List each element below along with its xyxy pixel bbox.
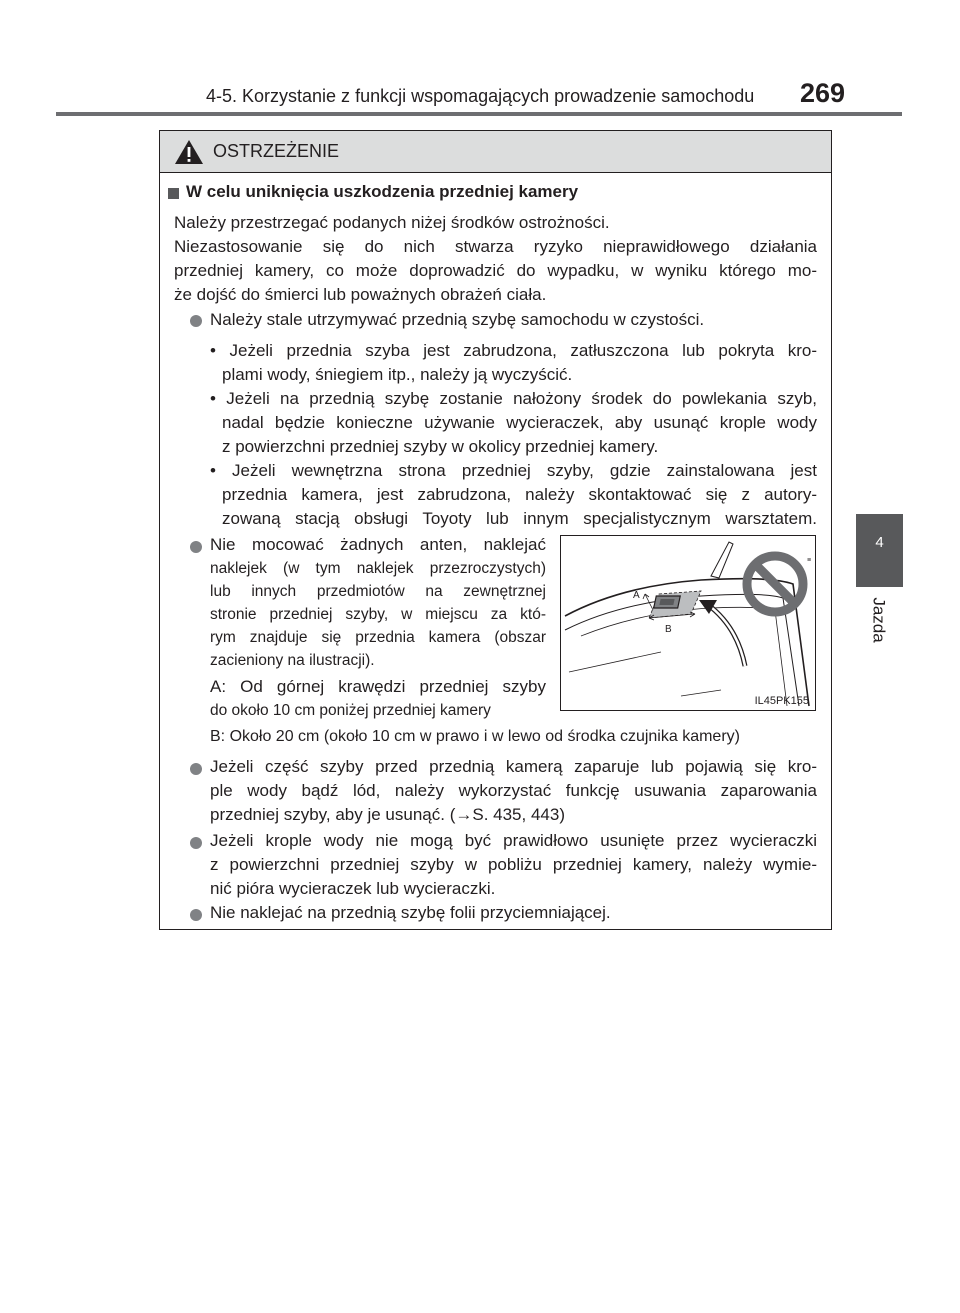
item-4-line: nić pióra wycieraczek lub wycieraczki.: [210, 879, 496, 898]
label-a-line: A: Od górnej krawędzi przedniej szyby: [210, 677, 546, 696]
bullet-dot-icon: [190, 315, 202, 327]
chapter-number: 4: [875, 534, 884, 551]
intro-line: Należy przestrzegać podanych niżej środków ostrożności.: [174, 213, 610, 232]
chapter-label-text: Jazda: [870, 597, 889, 643]
item-1-sub-1: [210, 339, 817, 387]
section-title: 4-5. Korzystanie z funkcji wspomagających prowadzenie samochodu: [206, 86, 755, 106]
item-1-sub-3: [210, 459, 817, 531]
prohibited-icon: [747, 556, 803, 612]
sub-line: • Jeżeli wewnętrzna strona przedniej szyby, gdzie zainstalowana jest: [210, 461, 817, 480]
item-2-line: lub innych przedmiotów na zewnętrznej: [210, 583, 546, 600]
bullet-dot-icon: [190, 541, 202, 553]
figure-label-b: B: [665, 624, 672, 635]
intro-line: Niezastosowanie się do nich stwarza ryzyko nieprawidłowego działania: [174, 237, 817, 256]
item-2-line: stronie przedniej szyby, w miejscu za któ-: [210, 606, 546, 623]
sub-line: • Jeżeli na przednią szybę zostanie nałożony środek do powlekania szyb,: [210, 389, 817, 408]
figure-label-a: A: [633, 590, 640, 601]
item-2-line: Nie mocować żadnych anten, naklejać: [210, 535, 546, 554]
intro-line: że dojść do śmierci lub poważnych obrażeń ciała.: [174, 285, 547, 304]
figure-code: IL45PK155: [754, 695, 809, 707]
sub-line: • Jeżeli przednia szyba jest zabrudzona, zatłuszczona lub pokryta kro-: [210, 341, 817, 360]
bullet-dot-icon: [190, 763, 202, 775]
windshield-illustration: [561, 536, 814, 709]
bullet-dot-icon: [190, 909, 202, 921]
warning-title: OSTRZEŻENIE: [213, 141, 340, 161]
item-4-line: z powierzchni przedniej szyby w pobliżu przedniej kamery, należy wymie-: [210, 855, 817, 874]
item-2-line: naklejek (w tym naklejek przezroczystych): [210, 560, 546, 577]
warning-heading: W celu uniknięcia uszkodzenia przedniej kamery: [186, 182, 579, 201]
chapter-tab: [856, 514, 903, 587]
header-rule: [56, 112, 902, 116]
item-5-text: Nie naklejać na przednią szybę folii przyciemniającej.: [210, 903, 611, 922]
item-2-label-b: B: Około 20 cm (około 10 cm w prawo i w lewo od środka czujnika kamery): [210, 728, 740, 745]
item-2-line: rym znajduje się przednia kamera (obszar: [210, 629, 546, 646]
label-a-line: do około 10 cm poniżej przedniej kamery: [210, 702, 491, 719]
item-4-text: [210, 829, 817, 901]
warning-triangle-icon: [174, 139, 204, 165]
item-1-sub-2: [210, 387, 817, 459]
sub-line: plami wody, śniegiem itp., należy ją wyczyścić.: [222, 365, 573, 384]
item-2-label-a: [210, 675, 546, 722]
page-number: 269: [800, 78, 846, 108]
svg-text:≡: ≡: [807, 557, 812, 564]
item-3-text: [210, 755, 817, 827]
item-3-line: ple wody bądź lód, należy wykorzystać funkcję usuwania zaparowania: [210, 781, 817, 800]
warning-header: [160, 131, 831, 173]
item-3-line: przedniej szyby, aby je usunąć. (→S. 435, 443): [210, 805, 565, 824]
item-4-line: Jeżeli krople wody nie mogą być prawidłowo usunięte przez wycieraczki: [210, 831, 817, 850]
intro-line: przedniej kamery, co może doprowadzić do wypadku, w wyniku którego mo-: [174, 261, 817, 280]
sub-line: nadal będzie konieczne używanie wycieraczek, aby usunąć krople wody: [222, 413, 817, 432]
sub-line: z powierzchni przedniej szyby w okolicy przedniej kamery.: [222, 437, 659, 456]
item-2-line: zacieniony na ilustracji).: [210, 652, 375, 669]
chapter-label: [849, 590, 909, 650]
warning-box: [159, 130, 832, 930]
item-1-text: Należy stale utrzymywać przednią szybę samochodu w czystości.: [210, 310, 705, 329]
item-2-text: [210, 533, 546, 672]
square-bullet-icon: [168, 188, 179, 199]
bullet-dot-icon: [190, 837, 202, 849]
windshield-figure: [560, 535, 816, 711]
sub-line: przednia kamera, jest zabrudzona, należy skontaktować się z autory-: [222, 485, 817, 504]
intro-paragraph: [174, 211, 817, 307]
item-3-line: Jeżeli część szyby przed przednią kamerą zaparuje lub pojawią się kro-: [210, 757, 817, 776]
sub-line: zowaną stacją obsługi Toyoty lub innym specjalistycznym warsztatem.: [222, 509, 817, 528]
